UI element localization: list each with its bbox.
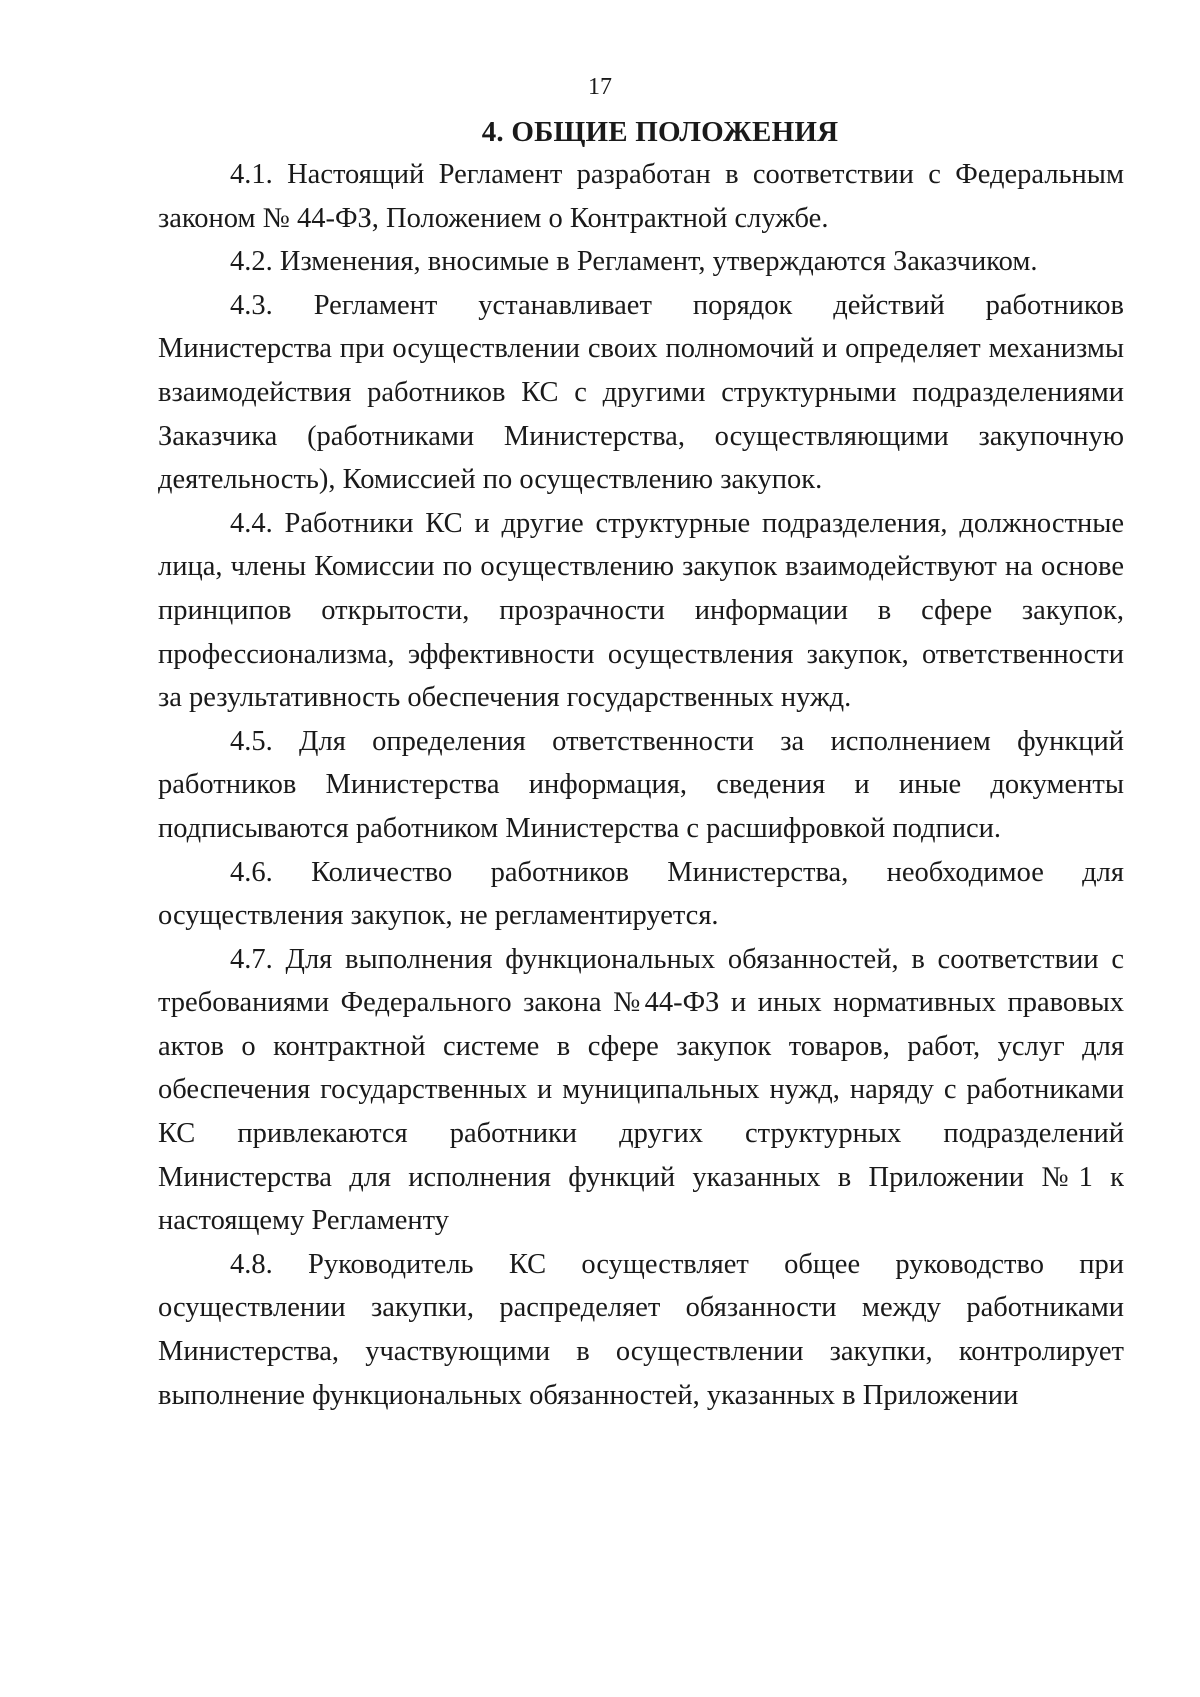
paragraph-4-6: 4.6. Количество работников Министерства, необходимое для осуществления закупок, не регламентируется. (158, 856, 1124, 932)
paragraph-4-1: 4.1. Настоящий Регламент разработан в соответствии с Федеральным законом № 44-ФЗ, Положением о Контрактной службе. (158, 159, 1124, 234)
section-body (158, 153, 1124, 1417)
paragraph-4-2: 4.2. Изменения, вносимые в Регламент, утверждаются Заказчиком. (230, 246, 1038, 278)
paragraph-4-4: 4.4. Работники КС и другие структурные подразделения, должностные лица, члены Комиссии по осуществлению закупок взаимодействуют на основе принципов открытости, прозрачности информации в сфере закупок, профессионализма, эффективности осуществления закупок, ответственности за результативность обеспечения государственных нужд. (158, 507, 1124, 714)
page-number: 17 (588, 74, 612, 100)
paragraph-4-7: 4.7. Для выполнения функциональных обязанностей, в соответствии с требованиями Федерального закона №44-ФЗ и иных нормативных правовых актов о контрактной системе в сфере закупок товаров, работ, услуг для обеспечения государственных и муниципальных нужд, наряду с работниками КС привлекаются работники других структурных подразделений Министерства для исполнения функций указанных в Приложении №1 к настоящему Регламенту (158, 943, 1124, 1237)
paragraph-4-3: 4.3. Регламент устанавливает порядок действий работников Министерства при осуществлении своих полномочий и определяет механизмы взаимодействия работников КС с другими структурными подразделениями Заказчика (работниками Министерства, осуществляющими закупочную деятельность), Комиссией по осуществлению закупок. (158, 289, 1124, 496)
paragraph-4-8: 4.8. Руководитель КС осуществляет общее руководство при осуществлении закупки, распределяет обязанности между работниками Министерства, участвующими в осуществлении закупки, контролирует выполнение функциональных обязанностей, указанных в Приложении (158, 1248, 1124, 1411)
section-title: 4. ОБЩИЕ ПОЛОЖЕНИЯ (481, 116, 839, 148)
paragraph-4-5: 4.5. Для определения ответственности за исполнением функций работников Министерства информация, сведения и иные документы подписываются работником Министерства с расшифровкой подписи. (158, 725, 1124, 844)
